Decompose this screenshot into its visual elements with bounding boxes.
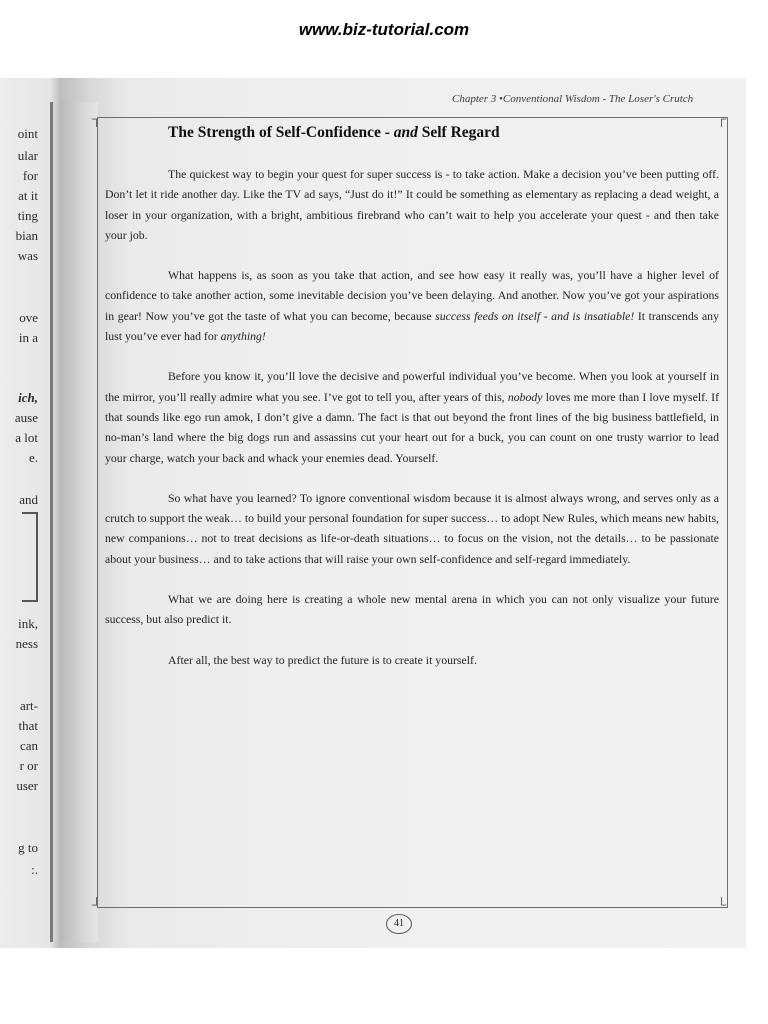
paragraph bbox=[105, 366, 719, 467]
prev-fragment: e. bbox=[28, 450, 38, 465]
section-title bbox=[168, 124, 500, 142]
corner-ornament: ┐ bbox=[92, 111, 102, 126]
body-text bbox=[105, 164, 719, 690]
previous-page-fragments bbox=[0, 122, 48, 882]
prev-fragment: g to bbox=[18, 840, 38, 855]
prev-fragment: and bbox=[19, 492, 38, 507]
book-gutter-shadow bbox=[60, 102, 98, 942]
corner-ornament: ┌ bbox=[717, 111, 727, 126]
title-emphasis: and bbox=[393, 124, 418, 141]
prev-fragment: a lot bbox=[15, 430, 38, 445]
prev-fragment: in a bbox=[18, 330, 38, 345]
corner-ornament: └ bbox=[717, 897, 727, 912]
corner-ornament: ┘ bbox=[92, 897, 102, 912]
prev-fragment: ink, bbox=[18, 616, 38, 631]
paragraph: So what have you learned? To ignore conventional wisdom because it is almost always wrong, and serves only as a crutch to support the weak… to build your personal foundation for super success… to adopt New Rules, which means new habits, new companions… not to treat decisions as life-or-death situations… to focus on the vision, not the details… to be passionate about your business… and to take actions that will raise your own self-confidence and self-regard immediately. bbox=[105, 490, 719, 566]
paragraph bbox=[105, 265, 719, 346]
prev-fragment: r or bbox=[19, 758, 38, 773]
prev-fragment: ness bbox=[15, 636, 38, 651]
paragraph-text: Before you know it, you’ll love the decisive and powerful individual you’ve become. When you look at yourself in the mirror, you’ll really admire what you see. I’ve got to tell you, after years of this, bbox=[105, 369, 719, 404]
paragraph-text: What happens is, as soon as you take that action, and see how easy it really was, you’ll have a higher level of confidence to take another action, some inevitable decision you’ve been delaying. And another. Now you’ve got your aspirations in gear! Now you’ve got the taste of what you can become, because bbox=[105, 268, 719, 323]
prev-fragment: ich, bbox=[18, 390, 38, 405]
emphasis-text: nobody bbox=[507, 389, 543, 404]
paragraph: After all, the best way to predict the future is to create it yourself. bbox=[168, 652, 477, 667]
title-end: Self Regard bbox=[417, 124, 500, 141]
prev-fragment: art- bbox=[19, 698, 38, 713]
running-head: Chapter 3 •Conventional Wisdom - The Loser's Crutch bbox=[452, 93, 694, 105]
previous-page-bracket bbox=[22, 512, 38, 602]
previous-page-edge bbox=[50, 102, 53, 942]
prev-fragment: at it bbox=[18, 188, 38, 203]
emphasis-text: anything! bbox=[220, 329, 266, 344]
prev-fragment: was bbox=[17, 248, 38, 263]
page-number: 41 bbox=[386, 914, 412, 934]
site-url[interactable]: www.biz-tutorial.com bbox=[298, 20, 470, 39]
prev-fragment: ove bbox=[19, 310, 38, 325]
prev-fragment: for bbox=[22, 168, 38, 183]
prev-fragment: can bbox=[19, 738, 38, 753]
prev-fragment: ting bbox=[17, 208, 38, 223]
prev-fragment: user bbox=[16, 778, 38, 793]
prev-fragment: ause bbox=[14, 410, 38, 425]
title-main: The Strength of Self-Confidence - bbox=[168, 124, 394, 141]
prev-fragment: bian bbox=[15, 228, 38, 243]
prev-fragment: oint bbox=[17, 126, 38, 141]
paragraph: The quickest way to begin your quest for super success is - to take action. Make a decision you’ve been putting off. Don’t let it ride another day. Like the TV ad says, “Just do it!” It could be something as elementary as replacing a dead weight, a loser in your organization, with a bright, ambitious firebrand who can’t wait to help you accelerate your quest - and then take your job. bbox=[105, 167, 719, 242]
paragraph-text: It transcends any lust you’ve ever had for bbox=[105, 308, 719, 344]
prev-fragment: that bbox=[18, 718, 38, 733]
paragraph: What we are doing here is creating a whole new mental arena in which you can not only visualize your future success, but also predict it. bbox=[105, 592, 719, 627]
prev-fragment: ular bbox=[17, 148, 38, 163]
prev-fragment: :. bbox=[31, 862, 38, 877]
paragraph-text: loves me more than I love myself. If that sounds like ego run amok, I don’t give a damn. The fact is that out beyond the front lines of the big business battlefield, in no-man’s land where the big dogs run and assassins cut your heart out for a buck, you can count on one trusty warrior to lead your charge, watch your back and whack your enemies dead. Yourself. bbox=[105, 389, 720, 465]
emphasis-text: success feeds on itself - and is insatiable! bbox=[435, 308, 635, 323]
